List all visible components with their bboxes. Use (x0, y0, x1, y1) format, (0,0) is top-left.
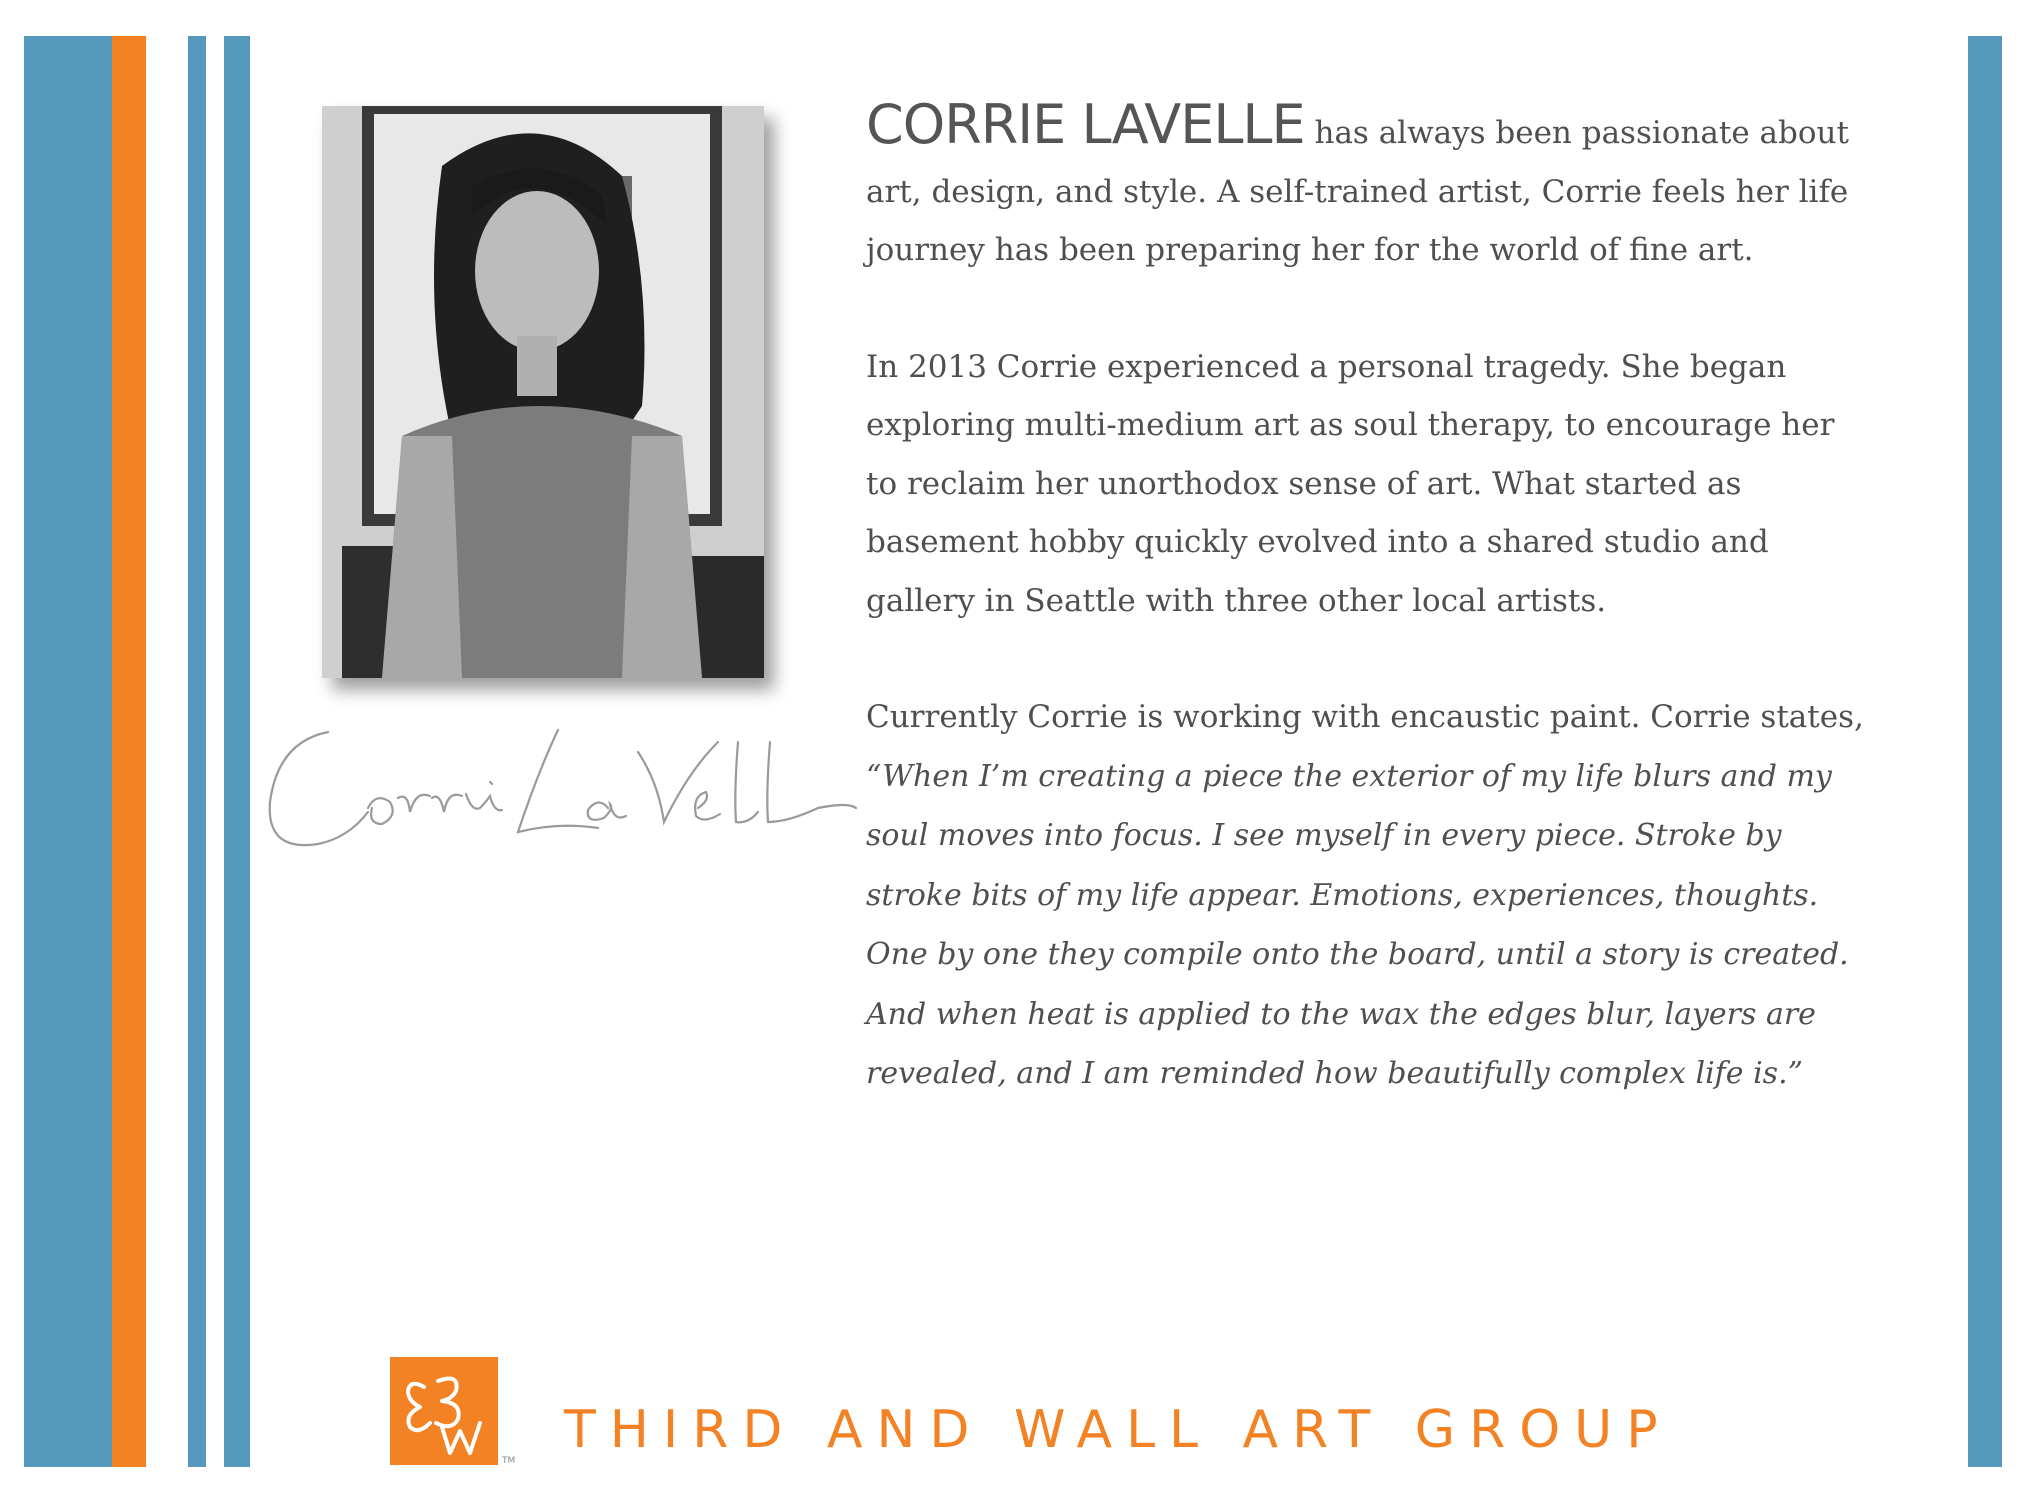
artist-name: CORRIE LAVELLE (866, 93, 1305, 156)
bio-paragraph-1 (866, 93, 1866, 280)
bio-paragraph-3 (866, 688, 1866, 1104)
artist-biography (866, 93, 1866, 1162)
left-stripe-orange (112, 36, 146, 1467)
left-stripe-blue-2 (188, 36, 206, 1467)
bio-paragraph-3-intro: Currently Corrie is working with encaustic paint. Corrie states, (866, 699, 1864, 735)
bio-paragraph-2: In 2013 Corrie experienced a personal tragedy. She began exploring multi-medium art as soul therapy, to encourage her to reclaim her unorthodox sense of art. What started as basement hobby quickly evolved into a shared studio and gallery in Seattle with three other local artists. (866, 348, 1835, 619)
bio-paragraph-1-text: has always been passionate about art, design, and style. A self-trained artist, Corrie feels her life journey has been preparing her for the world of fine art. (866, 115, 1849, 268)
right-stripe-blue (1968, 36, 2002, 1467)
left-stripe-blue-3 (224, 36, 250, 1467)
artist-quote: “When I’m creating a piece the exterior of my life blurs and my soul moves into focus. I see myself in every piece. Stroke by stroke bits of my life appear. Emotions, experiences, thoughts. One by one they compile onto the board, until a story is created. And when heat is applied to the wax the edges blur, layers are revealed, and I am reminded how beautifully complex life is.” (866, 758, 1849, 1091)
company-name: THIRD AND WALL ART GROUP (564, 1400, 1672, 1460)
artist-signature (258, 712, 858, 882)
artist-portrait-photo (322, 106, 764, 678)
company-logo (390, 1357, 498, 1465)
trademark-symbol: TM (502, 1456, 516, 1466)
left-stripe-blue-1 (24, 36, 112, 1467)
